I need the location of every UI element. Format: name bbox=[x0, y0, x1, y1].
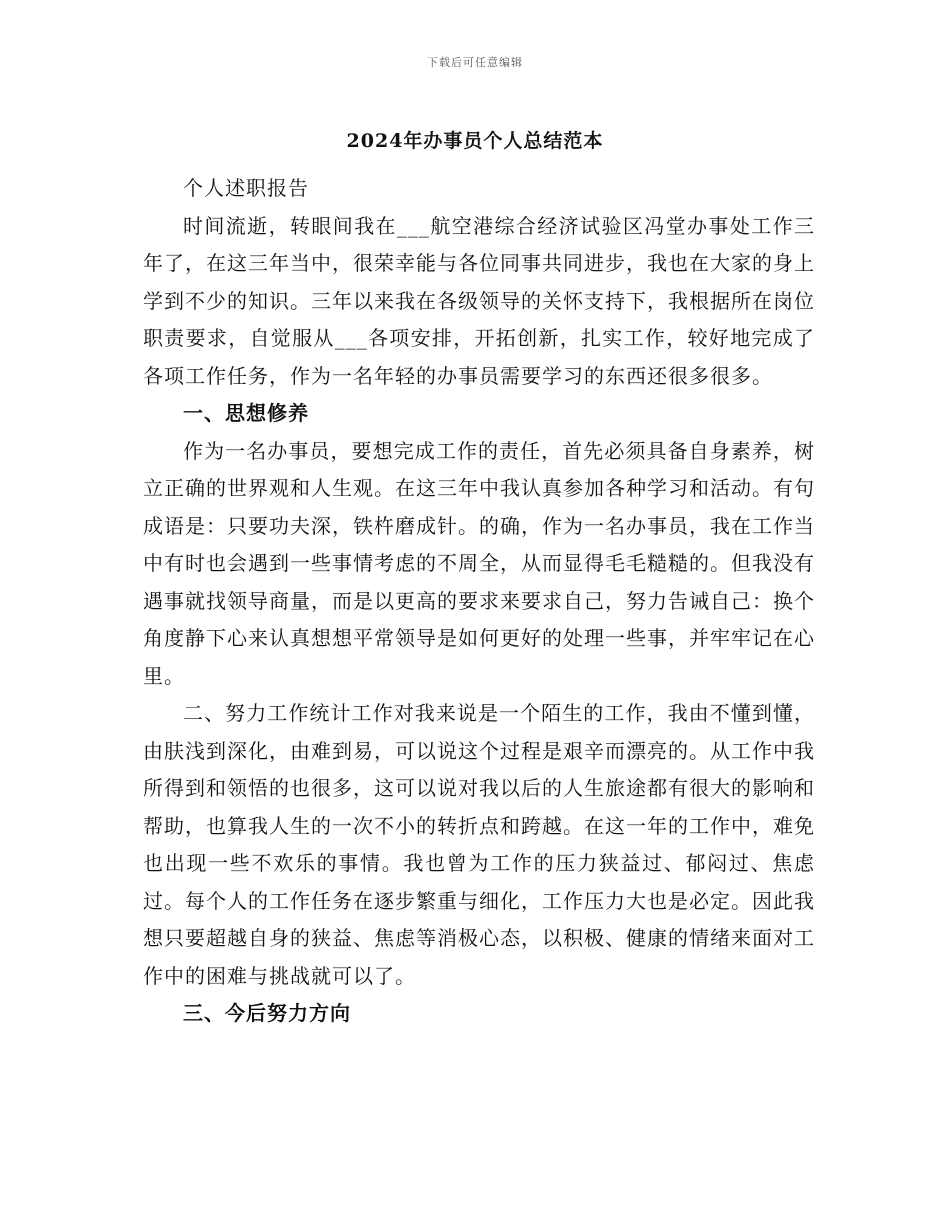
header-note: 下载后可任意编辑 bbox=[427, 56, 523, 69]
paragraph-intro: 时间流逝，转眼间我在___航空港综合经济试验区冯堂办事处工作三年了，在这三年当中，很荣幸能与各位同事共同进步，我也在大家的身上学到不少的知识。三年以来我在各级领导的关怀支持下，我根据所在岗位职责要求，自觉服从___各项安排，开拓创新，扎实工作，较好地完成了各项工作任务，作为一名年轻的办事员需要学习的东西还很多很多。 bbox=[143, 213, 815, 388]
document-title: 2024年办事员个人总结范本 bbox=[346, 130, 604, 152]
document-body bbox=[143, 170, 815, 1033]
paragraph-work: 二、努力工作统计工作对我来说是一个陌生的工作，我由不懂到懂，由肤浅到深化，由难到易，可以说这个过程是艰辛而漂亮的。从工作中我所得到和领悟的也很多，这可以说对我以后的人生旅途都有很大的影响和帮助，也算我人生的一次不小的转折点和跨越。在这一年的工作中，难免也出现一些不欢乐的事情。我也曾为工作的压力狭益过、郁闷过、焦虑过。每个人的工作任务在逐步繁重与细化，工作压力大也是必定。因此我想只要超越自身的狭益、焦虑等消极心态，以积极、健康的情绪来面对工作中的困难与挑战就可以了。 bbox=[143, 701, 815, 988]
paragraph-thought: 作为一名办事员，要想完成工作的责任，首先必须具备自身素养，树立正确的世界观和人生观。在这三年中我认真参加各种学习和活动。有句成语是：只要功夫深，铁杵磨成针。的确，作为一名办事员，我在工作当中有时也会遇到一些事情考虑的不周全，从而显得毛毛糙糙的。但我没有遇事就找领导商量，而是以更高的要求来要求自己，努力告诫自己：换个角度静下心来认真想想平常领导是如何更好的处理一些事，并牢牢记在心里。 bbox=[143, 438, 815, 688]
paragraph-report-label: 个人述职报告 bbox=[183, 176, 309, 200]
section-heading-future: 三、今后努力方向 bbox=[183, 1001, 351, 1025]
section-heading-thought: 一、思想修养 bbox=[183, 401, 309, 425]
